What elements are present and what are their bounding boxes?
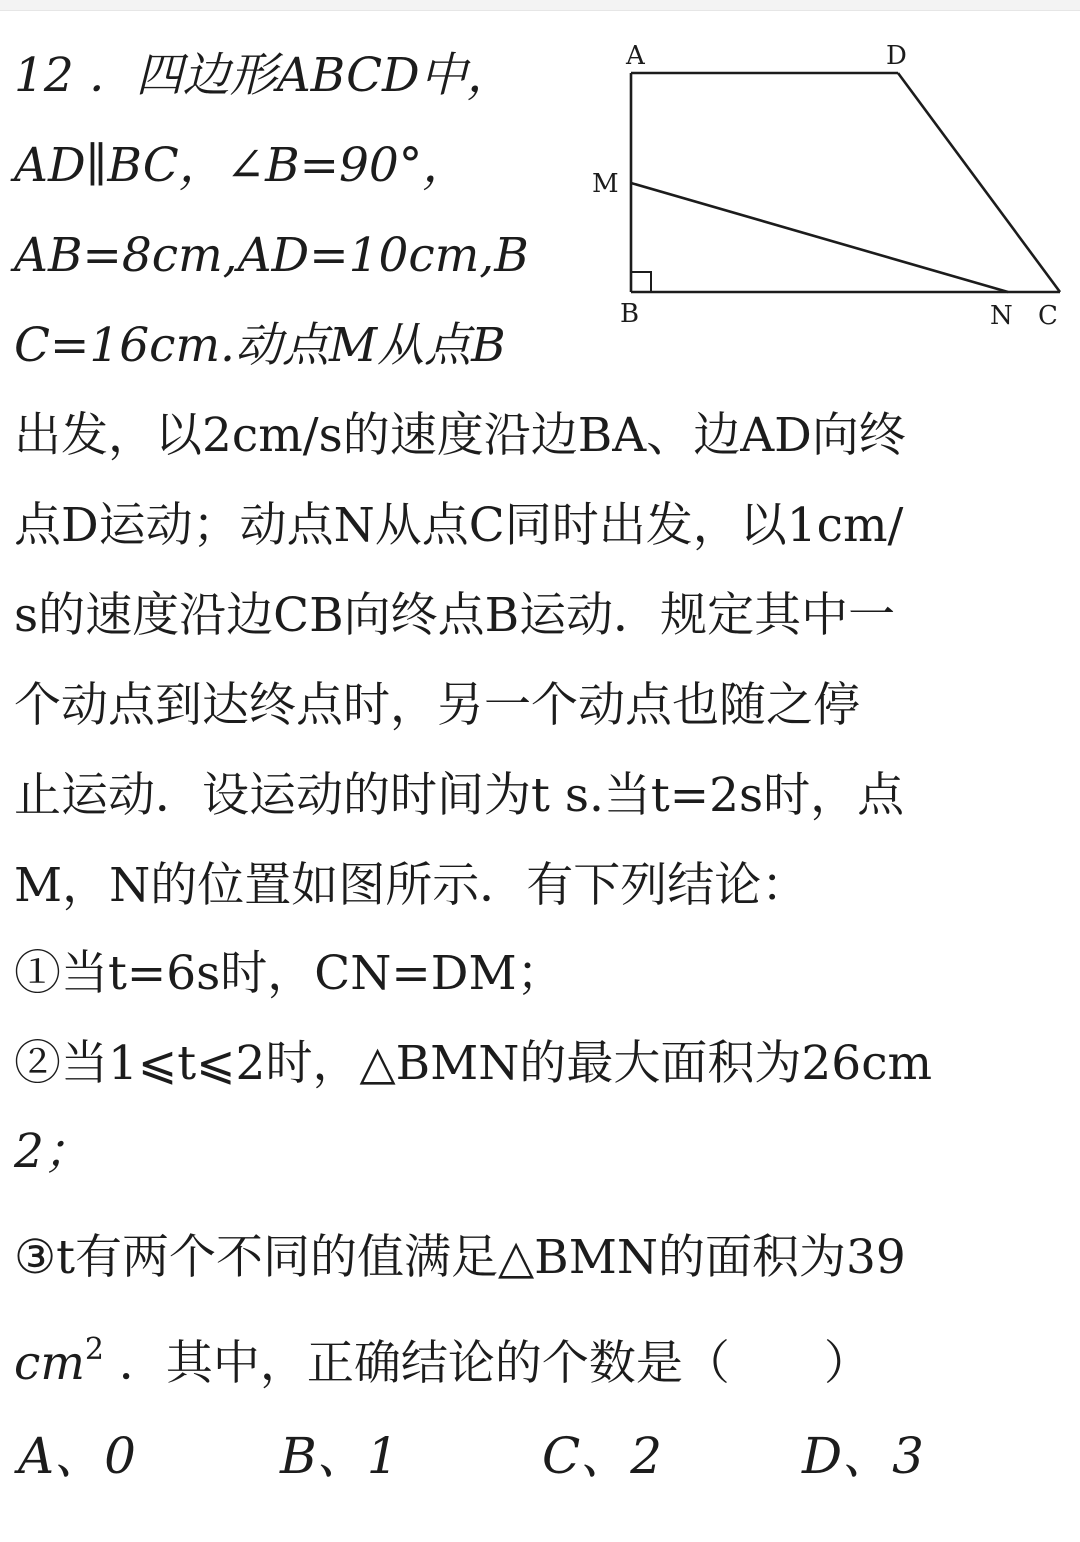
vertex-label-a: A [626, 41, 645, 71]
question-line-1: 12 ．四边形ABCD中， [14, 48, 514, 103]
vertex-label-m: M [592, 169, 619, 199]
segment-mn [631, 183, 1008, 292]
question-line-8: 个动点到达终点时，另一个动点也随之停 [14, 678, 860, 733]
answer-options [18, 1426, 1058, 1490]
option-c[interactable]: C、2 [542, 1427, 663, 1485]
conclusion-2-continued: 2； [14, 1124, 91, 1179]
trapezoid-figure [588, 36, 1070, 336]
question-ending: ．其中，正确结论的个数是（ ） [103, 1336, 871, 1391]
question-line-3: AB=8cm,AD=10cm,B [14, 228, 529, 283]
area-exponent: 2 [84, 1332, 104, 1367]
question-line-2: AD∥BC，∠B=90°， [14, 138, 470, 193]
question-line-10: M，N的位置如图所示．有下列结论： [14, 858, 809, 913]
conclusion-2: ②当1⩽t⩽2时，△BMN的最大面积为26cm [14, 1036, 933, 1091]
question-line-4: C=16cm.动点M从点B [14, 318, 506, 373]
question-line-7: s的速度沿边CB向终点B运动．规定其中一 [14, 588, 896, 643]
question-line-6: 点D运动；动点N从点C同时出发，以1cm/ [14, 498, 904, 553]
question-last-line [14, 1334, 871, 1394]
option-d[interactable]: D、3 [802, 1427, 924, 1485]
question-line-5: 出发，以2cm/s的速度沿边BA、边AD向终 [14, 408, 906, 463]
vertex-label-d: D [886, 41, 907, 71]
edge-dc [898, 73, 1060, 292]
option-b[interactable]: B、1 [280, 1427, 399, 1485]
conclusion-3: ③t有两个不同的值满足△BMN的面积为39 [14, 1230, 906, 1285]
top-bar [0, 0, 1080, 11]
right-angle-mark [631, 272, 651, 292]
area-unit: cm [14, 1336, 85, 1391]
vertex-label-n: N [990, 301, 1013, 331]
vertex-label-c: C [1038, 301, 1058, 331]
question-line-9: 止运动．设运动的时间为t s.当t=2s时，点 [14, 768, 905, 823]
option-a[interactable]: A、0 [18, 1427, 136, 1485]
vertex-label-b: B [620, 299, 640, 329]
conclusion-1: ①当t=6s时，CN=DM； [14, 946, 564, 1001]
